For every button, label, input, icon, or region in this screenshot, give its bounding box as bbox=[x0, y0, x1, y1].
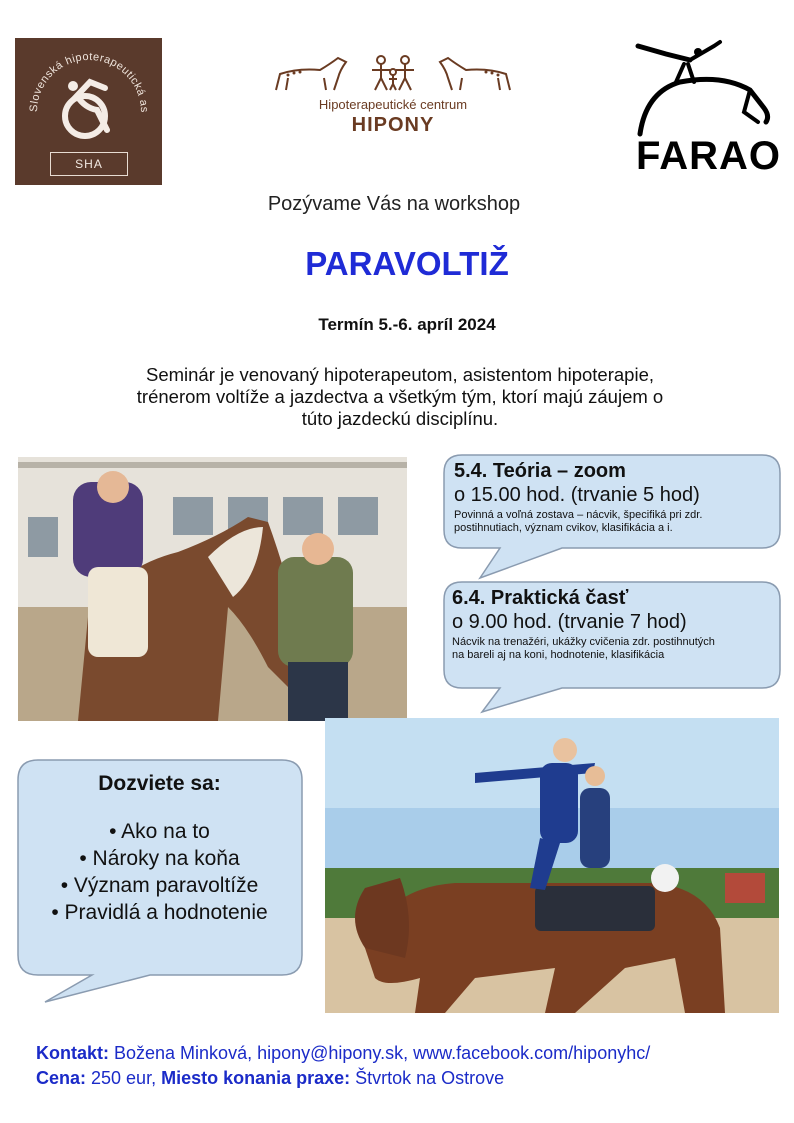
session-note-line: Povinná a voľná zostava – nácvik, špecifiká pri zdr. bbox=[454, 509, 703, 521]
price-place-line bbox=[36, 1066, 786, 1091]
session-time: o 15.00 hod. (trvanie 5 hod) bbox=[454, 484, 700, 506]
session-heading: 6.4. Praktická časť bbox=[452, 587, 629, 609]
place-value: Štvrtok na Ostrove bbox=[350, 1068, 505, 1088]
place-label: Miesto konania praxe: bbox=[161, 1068, 351, 1088]
list-item: • Pravidlá a hodnotenie bbox=[51, 901, 268, 924]
learn-list bbox=[22, 818, 297, 926]
session-heading: 5.4. Teória – zoom bbox=[454, 460, 626, 482]
invite-text: Pozývame Vás na workshop bbox=[267, 193, 521, 215]
hipony-name: HIPONY bbox=[351, 114, 435, 136]
intro-line: Seminár je venovaný hipoterapeutom, asistentom hipoterapie, bbox=[145, 364, 655, 385]
session-note bbox=[452, 636, 774, 662]
learn-section bbox=[22, 772, 297, 926]
contact-line bbox=[36, 1041, 786, 1066]
sha-badge: SHA bbox=[50, 152, 128, 176]
page-title: PARAVOLTIŽ bbox=[305, 245, 509, 282]
intro-line: túto jazdeckú disciplínu. bbox=[301, 408, 499, 429]
contact-label: Kontakt: bbox=[36, 1043, 109, 1063]
price-value: 250 eur, bbox=[86, 1068, 162, 1088]
hipony-subtitle: Hipoterapeutické centrum bbox=[318, 97, 468, 112]
session-practice bbox=[452, 587, 774, 662]
price-label: Cena: bbox=[36, 1068, 87, 1088]
intro-line: trénerom voltíže a jazdectva a všetkým tým, ktorí majú záujem o bbox=[136, 386, 664, 407]
photo-vaulters-on-horse bbox=[325, 718, 779, 1013]
event-date: Termín 5.-6. apríl 2024 bbox=[318, 315, 496, 334]
list-item: • Ako na to bbox=[109, 820, 210, 843]
session-note-line: postihnutiach, význam cvikov, klasifikácia a i. bbox=[454, 522, 673, 534]
contact-block bbox=[36, 1041, 786, 1091]
list-item: • Nároky na koňa bbox=[79, 847, 240, 870]
learn-title: Dozviete sa: bbox=[98, 772, 221, 795]
contact-value[interactable]: Božena Minková, hipony@hipony.sk, www.facebook.com/hiponyhc/ bbox=[109, 1043, 651, 1063]
sha-ring-text: Slovenská hipoterapeutická as bbox=[27, 50, 151, 113]
farao-name: FARAO bbox=[636, 134, 781, 178]
list-item: • Význam paravoltíže bbox=[60, 874, 259, 897]
session-note-line: Nácvik na trenažéri, ukážky cvičenia zdr. postihnutých bbox=[452, 636, 715, 648]
session-theory bbox=[454, 460, 774, 535]
session-note bbox=[454, 509, 774, 535]
session-note-line: na bareli aj na koni, hodnotenie, klasifikácia bbox=[452, 649, 665, 661]
session-time: o 9.00 hod. (trvanie 7 hod) bbox=[452, 611, 687, 633]
